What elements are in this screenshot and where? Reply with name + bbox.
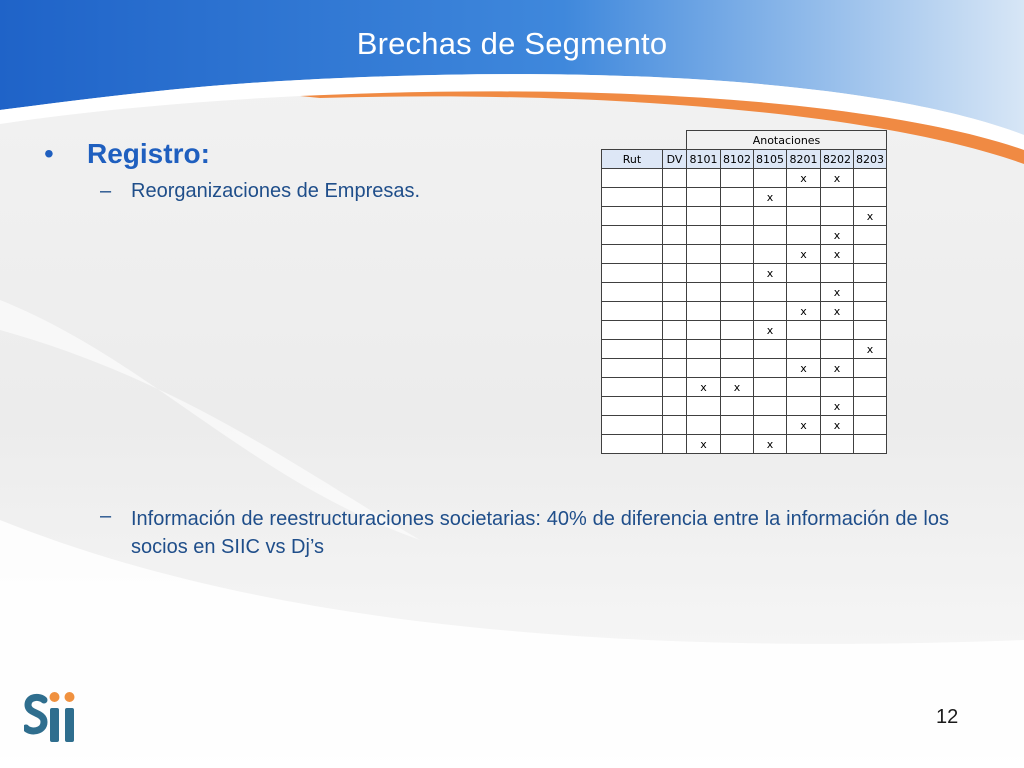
table-cell <box>787 435 821 454</box>
table-cell <box>754 207 787 226</box>
table-cell <box>821 340 854 359</box>
column-header: 8102 <box>721 150 754 169</box>
table-cell: x <box>721 378 754 397</box>
table-cell <box>602 169 663 188</box>
table-cell <box>663 302 687 321</box>
table-cell <box>787 283 821 302</box>
table-cell <box>854 359 887 378</box>
table-cell <box>687 169 721 188</box>
heading-text: Registro: <box>87 138 210 169</box>
table-cell: x <box>821 416 854 435</box>
table-cell <box>687 359 721 378</box>
sii-logo <box>24 688 84 746</box>
table-cell <box>602 397 663 416</box>
table-cell <box>602 207 663 226</box>
table-cell <box>663 321 687 340</box>
table-cell <box>663 207 687 226</box>
table-cell <box>854 283 887 302</box>
table-cell <box>602 245 663 264</box>
table-cell <box>754 378 787 397</box>
table-row <box>602 283 887 302</box>
anotaciones-table <box>601 130 887 454</box>
slide-title: Brechas de Segmento <box>356 26 668 61</box>
table-row <box>602 378 887 397</box>
table-cell <box>602 321 663 340</box>
column-header: 8203 <box>854 150 887 169</box>
table-cell <box>602 283 663 302</box>
table-cell <box>602 359 663 378</box>
table-cell <box>787 188 821 207</box>
table-cell <box>687 283 721 302</box>
table-row <box>602 245 887 264</box>
table-cell: x <box>687 378 721 397</box>
table-cell <box>721 283 754 302</box>
table-cell <box>787 264 821 283</box>
table-cell <box>602 378 663 397</box>
bullet-heading <box>44 138 210 170</box>
table-cell <box>663 245 687 264</box>
sub-item-text: Reorganizaciones de Empresas. <box>131 180 421 202</box>
table-cell <box>821 378 854 397</box>
table-cell <box>687 302 721 321</box>
table-cell <box>687 245 721 264</box>
table-cell: x <box>787 169 821 188</box>
sub-dash: – <box>100 180 112 202</box>
table-cell <box>663 378 687 397</box>
table-cell <box>721 340 754 359</box>
table-cell: x <box>787 416 821 435</box>
table-cell <box>854 378 887 397</box>
table-cell <box>854 245 887 264</box>
table-cell <box>663 188 687 207</box>
table-cell <box>821 435 854 454</box>
table-cell <box>602 435 663 454</box>
page-number: 12 <box>936 706 959 728</box>
table-cell <box>663 226 687 245</box>
table-cell <box>821 321 854 340</box>
table-cell: x <box>821 359 854 378</box>
table-row <box>602 226 887 245</box>
table-cell <box>854 264 887 283</box>
table-cell <box>721 245 754 264</box>
column-header: 8105 <box>754 150 787 169</box>
table-cell: x <box>787 302 821 321</box>
table-cell <box>721 359 754 378</box>
table-cell <box>854 397 887 416</box>
table-cell <box>602 226 663 245</box>
table-row <box>602 207 887 226</box>
table-cell <box>721 207 754 226</box>
table-cell: x <box>821 283 854 302</box>
table-row <box>602 416 887 435</box>
table-cell <box>754 245 787 264</box>
table-cell <box>721 416 754 435</box>
table-cell <box>687 321 721 340</box>
table-cell <box>663 416 687 435</box>
table-cell <box>721 226 754 245</box>
column-header: DV <box>663 150 687 169</box>
table-cell <box>787 397 821 416</box>
table-cell <box>721 435 754 454</box>
table-cell <box>787 207 821 226</box>
column-header: 8201 <box>787 150 821 169</box>
table-cell <box>602 416 663 435</box>
table-cell <box>787 321 821 340</box>
table-column-header-row <box>602 150 887 169</box>
group-header-anotaciones: Anotaciones <box>687 131 887 150</box>
sub-dash: – <box>100 505 112 527</box>
table-cell: x <box>821 245 854 264</box>
table-cell <box>821 207 854 226</box>
table-cell <box>854 302 887 321</box>
table-cell <box>787 378 821 397</box>
table-cell: x <box>787 359 821 378</box>
table-cell <box>721 169 754 188</box>
table-cell <box>663 397 687 416</box>
table-cell <box>754 169 787 188</box>
table-cell: x <box>854 207 887 226</box>
table-cell <box>663 435 687 454</box>
table-row <box>602 397 887 416</box>
table-cell: x <box>854 340 887 359</box>
table-cell <box>854 435 887 454</box>
table-row <box>602 340 887 359</box>
table-cell <box>754 397 787 416</box>
table-cell <box>721 302 754 321</box>
table-row <box>602 169 887 188</box>
table-cell <box>663 283 687 302</box>
table-cell <box>663 169 687 188</box>
table-cell <box>854 226 887 245</box>
table-row <box>602 302 887 321</box>
table-cell <box>754 283 787 302</box>
table-cell <box>687 226 721 245</box>
table-cell <box>602 188 663 207</box>
table-cell <box>602 302 663 321</box>
table-cell: x <box>754 264 787 283</box>
column-header: 8101 <box>687 150 721 169</box>
sub-item-informacion <box>100 505 950 565</box>
table-cell: x <box>687 435 721 454</box>
table-cell <box>854 169 887 188</box>
table-cell <box>787 226 821 245</box>
table-cell <box>663 359 687 378</box>
table-cell <box>854 188 887 207</box>
table-cell <box>721 188 754 207</box>
table-cell: x <box>754 435 787 454</box>
table-cell <box>854 321 887 340</box>
table-row <box>602 359 887 378</box>
table-cell <box>687 188 721 207</box>
sub-item-reorganizaciones <box>100 180 600 206</box>
table-row <box>602 435 887 454</box>
table-cell <box>687 264 721 283</box>
table-cell <box>721 397 754 416</box>
table-cell <box>854 416 887 435</box>
table-cell <box>663 264 687 283</box>
empty-corner-cell <box>602 131 687 150</box>
table-row <box>602 188 887 207</box>
table-cell <box>754 340 787 359</box>
table-cell <box>821 188 854 207</box>
table-cell <box>687 207 721 226</box>
sub-item-text: Información de reestructuraciones societarias: 40% de diferencia entre la información de los socios en SIIC vs Dj’s <box>131 508 949 558</box>
table-cell <box>721 321 754 340</box>
table-cell <box>721 264 754 283</box>
column-header: Rut <box>602 150 663 169</box>
table-cell <box>663 340 687 359</box>
table-cell <box>787 340 821 359</box>
table-cell <box>687 397 721 416</box>
table-cell <box>602 340 663 359</box>
table-cell: x <box>821 226 854 245</box>
table-cell <box>754 226 787 245</box>
table-cell <box>602 264 663 283</box>
table-cell: x <box>821 397 854 416</box>
table-group-header-row <box>602 131 887 150</box>
column-header: 8202 <box>821 150 854 169</box>
table-cell <box>687 340 721 359</box>
bullet-dot: • <box>44 138 54 169</box>
table-cell <box>754 416 787 435</box>
table-cell <box>687 416 721 435</box>
table-cell: x <box>821 169 854 188</box>
table-row <box>602 321 887 340</box>
table-cell <box>754 359 787 378</box>
table-cell: x <box>787 245 821 264</box>
table-cell: x <box>754 188 787 207</box>
table-cell <box>754 302 787 321</box>
table-cell: x <box>821 302 854 321</box>
table-cell <box>821 264 854 283</box>
table-cell: x <box>754 321 787 340</box>
table-row <box>602 264 887 283</box>
